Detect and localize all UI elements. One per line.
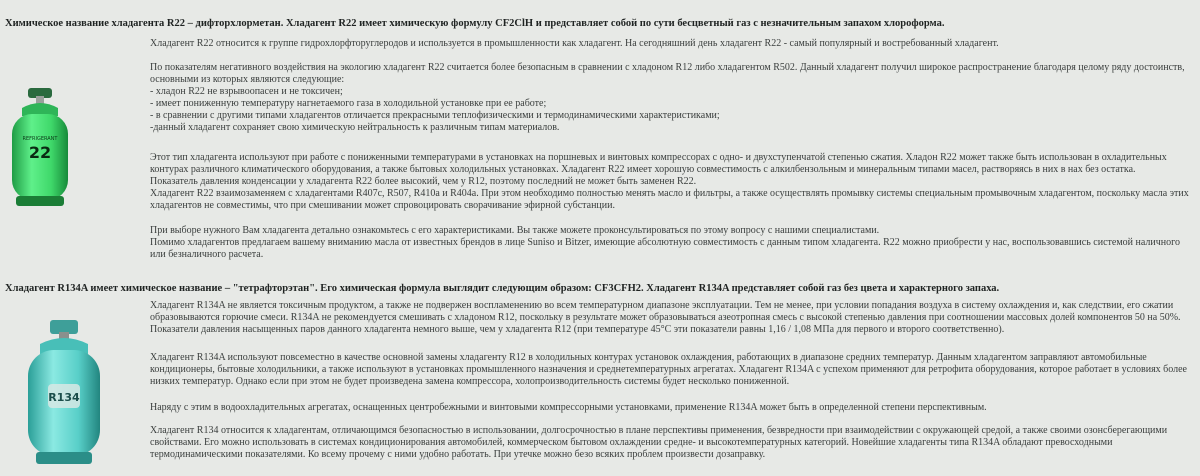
r134a-safety-text: Хладагент R134A не является токсичным продуктом, а также не подвержен воспламенению во всем температурном диапазоне эксплуатации. Тем не менее, при условии попадания воздуха в систему охлаждения и, как следствии, его сжатии образовываются горючие смеси. R134A не рекомендуется смешивать с хладоном R12, поскольку в результате может образовываться азеотропная смесь с высокой степенью давления при соотношении массовых долей компонентов 50 на 50%. Показатели давления насыщенных паров данного хладагента немного выше, чем у хладагента R12 (при температуре 45°C эти показатели равны 1,16 / 1,08 МПа для первого и второго соответственно).	[150, 300, 1181, 335]
section2-paragraph-4	[150, 425, 1190, 461]
r22-usage-text: Этот тип хладагента используют при работе с пониженными температурами в установках на поршневых и винтовых компрессорах с одно- и двухступенчатой степенью сжатия. Хладон R22 может также быть использован в охладительных контурах различного климатического оборудования, а также бытовых холодильных установках. Хладагент R22 имеет хорошую совместимость с алкилбензольным и минеральным типами масел, растворяясь в них в нах без остатка.	[150, 152, 1167, 175]
section1-paragraph-4	[150, 225, 1190, 261]
r134a-usage-text: Хладагент R134A используют повсеместно в качестве основной замены хладагенту R12 в холодильных контурах установок охлаждения, работающих в диапазоне средних температур. Данным хладагентом заправляют автомобильные кондиционеры, бытовые холодильники, а также используют в установках промышленного назначения и среднетемпературных агрегатах. Хладагент R134A с успехом применяют для ретрофита оборудования, которое работает в условиях более низких температур. Однако если при этом не будет произведена замена компрессора, холопроизводительность системы будет несколько пониженной.	[150, 352, 1187, 387]
list-item: - хладон R22 не взрывоопасен и не токсичен;	[150, 86, 343, 97]
r22-consult-text: При выборе нужного Вам хладагента детально ознакомьтесь с его характеристиками. Вы также можете проконсультироваться по этому вопросу с нашими специалистами.	[150, 225, 880, 236]
r22-advantages-intro: По показателям негативного воздействия на экологию хладагент R22 считается более безопасным в сравнении с хладоном R12 либо хладагентом R502. Данный хладагент получил широкое распространение благодаря целому ряду достоинств, основными из которых являются следующие:	[150, 62, 1185, 85]
section2-paragraph-2	[150, 352, 1190, 388]
r22-intro-text: Хладагент R22 относится к группе гидрохлорфторуглеродов и используется в промышленности как хладагент. На сегодняшний день хладагент R22 - самый популярный и востребованный хладагент.	[150, 38, 999, 49]
r22-cylinder-text: REFRIGERANT	[22, 136, 58, 142]
section1-paragraph-3	[150, 152, 1190, 212]
r22-cylinder-image	[6, 86, 74, 208]
r22-pressure-text: Показатель давления конденсации у хладагента R22 более высокий, чем у R12, поэтому последний не может быть заменен R22.	[150, 176, 697, 187]
list-item: -данный хладагент сохраняет свою химическую нейтральность к различным типам материалов.	[150, 122, 560, 133]
section2-paragraph-3	[150, 402, 1190, 414]
section2-paragraph-1	[150, 300, 1190, 336]
r134a-benefits-text: Хладагент R134 относится к хладагентам, отличающимся безопасностью в использовании, долгосрочностью в плане перспективы применения, безвредности при взаимодействии с окружающей средой, а также своими озонсберегающими свойствами. Его можно использовать в системах кондиционирования автомобилей, коммерческом бытовом охлаждении средне- и высокотемпературных категорий. Новейшие хладагенты типа R134A обладают превосходными термодинамическими показателями. Ко всему прочему с ними удобно работать. При утечке можно безо всяких проблем произвести дозаправку.	[150, 425, 1168, 460]
r134a-perspective-text: Наряду с этим в водоохладительных агрегатах, оснащенных центробежными и винтовыми компрессорными установками, применение R134A может быть в определенной степени перспективным.	[150, 402, 987, 413]
r22-oils-text: Помимо хладагентов предлагаем вашему вниманию масла от известных брендов в лице Suniso и Bitzer, имеющие абсолютную совместимость с данным типом хладагента. R22 можно приобрести у нас, воспользовавшись системой наличного или безналичного расчета.	[150, 237, 1180, 260]
r134a-cylinder-label: R134	[48, 391, 80, 404]
section1-paragraph-1	[150, 38, 1190, 50]
section1-heading: Химическое название хладагента R22 – дифторхлорметан. Хладагент R22 имеет химическую формулу CF2ClH и представляет собой по сути бесцветный газ с незначительным запахом хлороформа.	[5, 18, 945, 29]
list-item: - в сравнении с другими типами хладагентов отличается прекрасными теплофизическими и термодинамическими характеристиками;	[150, 110, 720, 121]
section1-paragraph-2	[150, 62, 1190, 134]
r22-cylinder-label: 22	[28, 143, 52, 162]
list-item: - имеет пониженную температуру нагнетаемого газа в холодильной установке при ее работе;	[150, 98, 547, 109]
r22-interchange-text: Хладагент R22 взаимозаменяем с хладагентами R407c, R507, R410a и R404a. При этом необходимо полностью менять масло и фильтры, а также осуществлять промывку системы специальным промывочным хладагентом, поскольку масла этих хладагентов не совместимы, что при смешивании может спровоцировать сворачивание эфирной субстанции.	[150, 188, 1189, 211]
section2-heading: Хладагент R134A имеет химическое название – "тетрафторэтан". Его химическая формула выглядит следующим образом: CF3CFH2. Хладагент R134A представляет собой газ без цвета и характерного запаха.	[5, 283, 1000, 294]
r134a-cylinder-image	[22, 318, 106, 468]
